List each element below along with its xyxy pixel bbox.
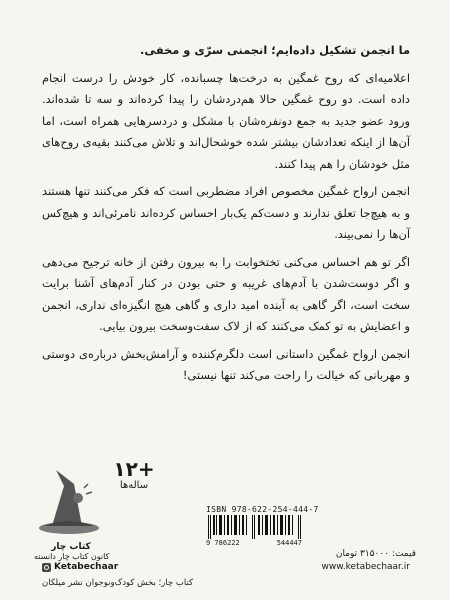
instagram-handle[interactable] <box>42 562 118 572</box>
blurb-paragraph-2: انجمن ارواح غمگین مخصوص افراد مضطربی است که فکر می‌کنند تنها هستند و به هیچ‌جا تعلق ندارند و دست‌کم یک‌بار احساس کرده‌اند نامرئی‌اند و هیچ‌کس آن‌ها را نمی‌بیند. <box>42 184 410 241</box>
barcode-digits <box>206 539 302 547</box>
blurb-paragraph-3: اگر تو هم احساس می‌کنی تختخوابت را به بیرون رفتن از خانه ترجیح می‌دهی و اگر دوست‌شدن با آدم‌های غریبه و حتی بودن در کنار آدم‌های آشنا برایت سخت است، اگر گاهی به آینده امید داری و گاهی هیچ انگیزه‌ای نداری، انجمن و اعضایش به تو کمک می‌کنند که از لاک سفت‌وسخت بیرون بیایی. <box>42 254 410 333</box>
instagram-handle-text: Ketabechaar <box>54 562 119 572</box>
blurb-paragraph-4: انجمن ارواح غمگین داستانی است دلگرم‌کننده و آرامش‌بخش درباره‌ی دوستی و مهربانی که خیالت را راحت می‌کند تنها نیستی! <box>42 346 410 382</box>
blurb-text <box>42 40 410 393</box>
barcode-icon <box>206 515 306 539</box>
age-badge <box>112 458 156 491</box>
witch-hat-logo-icon <box>34 458 104 542</box>
web-row <box>42 562 410 572</box>
barcode-graphic <box>206 515 306 547</box>
instagram-icon <box>42 563 51 572</box>
website-link[interactable]: www.ketabechaar.ir <box>321 562 410 572</box>
barcode-digits-right: 544447 <box>276 539 302 547</box>
footer-note: کتاب چار؛ بخش کودک‌ونوجوان نشر میلکان <box>42 578 194 588</box>
barcode-digits-left: 9 786222 <box>206 539 240 547</box>
blurb-paragraph-1: اعلامیه‌ای که روح غمگین به درخت‌ها چسبانده، کار خودش را درست انجام داده است. دو روح غمگین حالا هم‌دردشان را پیدا کرده‌اند و سه تا شده‌اند. ورود عضو جدید به جمع دونفره‌شان با مشکل و دردسرهایی همراه است، اما آن‌ها از اینکه تعدادشان بیشتر شده خوشحال‌اند و تلاش می‌کنند بقیه‌ی روح‌های مثل خودشان را هم پیدا کنند. <box>42 70 410 171</box>
isbn-text: ISBN 978-622-254-444-7 <box>206 505 319 514</box>
barcode-row <box>206 515 416 547</box>
price-text: قیمت: ۳۱۵۰۰۰ تومان <box>335 549 416 559</box>
publisher-logo-name: کتاب چار <box>51 542 91 552</box>
barcode-block <box>206 505 416 561</box>
age-number: +۱۲ <box>113 457 155 481</box>
publisher-note: کانون کتاب چار دانسته <box>34 552 110 561</box>
blurb-heading: ما انجمن تشکیل داده‌ایم؛ انجمنی سرّی و مخفی. <box>140 43 410 57</box>
age-label: ساله‌ها <box>119 480 149 491</box>
